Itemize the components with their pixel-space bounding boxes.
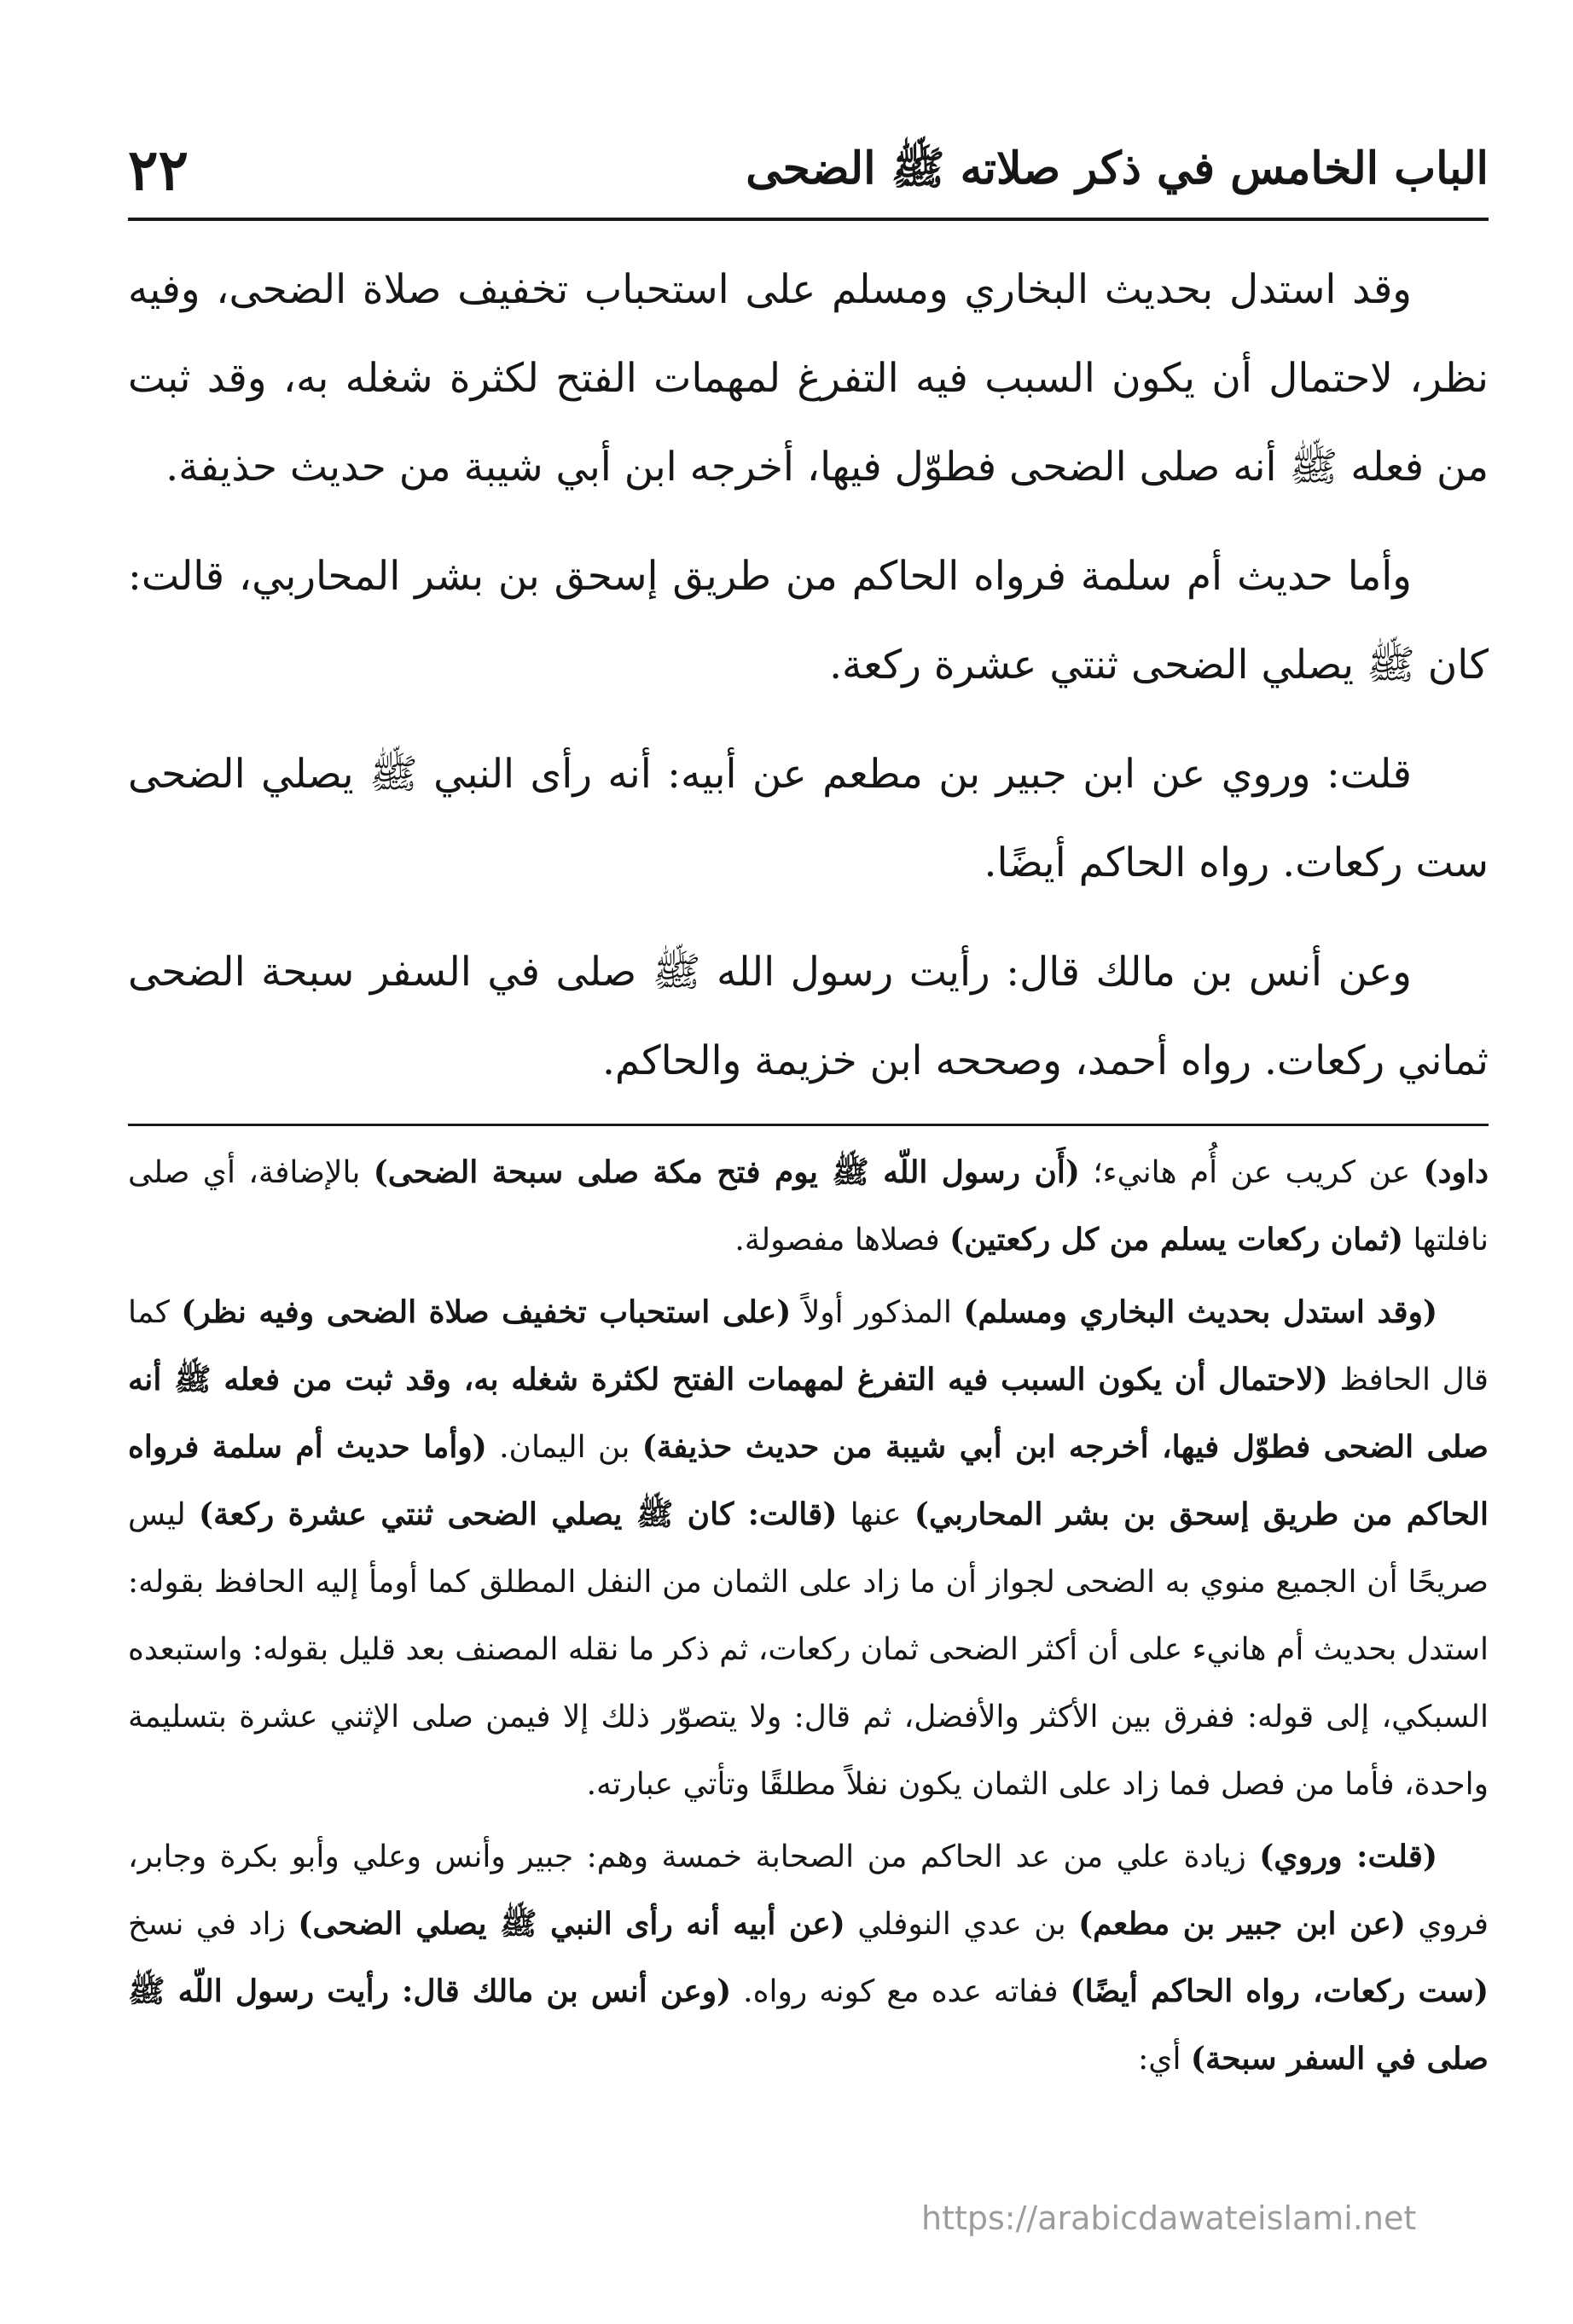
commentary-text: زيادة علي من عد الحاكم من الصحابة خمسة وهم: جبير وأنس وعلي وأبو بكرة وجابر، فروي [128,1839,1489,1942]
commentary-text: ليس صريحًا أن الجميع منوي به الضحى لجواز أن ما زاد على الثمان من النفل المطلق كما أومأ إليه الحافظ بقوله: استدل بحديث أم هانيء على أن أكثر الضحى ثمان ركعات، ثم ذكر ما نقله المصنف بعد قليل بقوله: واستبعده السبكي، إلى قوله: ففرق بين الأكثر والأفضل، ثم قال: ولا يتصوّر ذلك إلا فيمن صلى الإثني عشرة بتسليمة واحدة، فأما من فصل فما زاد على الثمان يكون نفلاً مطلقًا وتأتي عبارته. [128,1497,1489,1802]
commentary-bold: (أَن رسول اللّه ﷺ يوم فتح مكة صلى سبحة الضحى) [373,1154,1080,1190]
commentary-bold: (وقد استدل بحديث البخاري ومسلم) [963,1294,1437,1330]
commentary-bold: (وعن أنس بن مالك قال: رأيت رسول اللّه ﷺ صلى في السفر سبحة) [128,1973,1489,2077]
commentary-bold: (ست ركعات، رواه الحاكم أيضًا) [1070,1973,1489,2009]
commentary-paragraph [128,1279,1489,1818]
main-paragraph: قلت: وروي عن ابن جبير بن مطعم عن أبيه: أنه رأى النبي ﷺ يصلي الضحى ست ركعات. رواه الحاكم أيضًا. [128,751,1489,886]
main-paragraph: وأما حديث أم سلمة فرواه الحاكم من طريق إسحق بن بشر المحاربي، قالت: كان ﷺ يصلي الضحى ثنتي عشرة ركعة. [128,553,1489,688]
commentary-text: بن اليمان. [486,1430,642,1465]
commentary-paragraph [128,1823,1489,2093]
commentary-bold: (قالت: كان ﷺ يصلي الضحى ثنتي عشرة ركعة) [199,1496,838,1532]
page-header [128,137,1489,213]
running-title: الباب الخامس في ذكر صلاته ﷺ الضحى [746,142,1489,195]
commentary-bold: (عن أبيه أنه رأى النبي ﷺ يصلي الضحى) [298,1906,845,1942]
main-paragraph: وعن أنس بن مالك قال: رأيت رسول الله ﷺ صلى في السفر سبحة الضحى ثماني ركعات. رواه أحمد، وصححه ابن خزيمة والحاكم. [128,949,1489,1084]
commentary-bold: (عن ابن جبير بن مطعم) [1078,1906,1406,1942]
main-paragraph: وقد استدل بحديث البخاري ومسلم على استحباب تخفيف صلاة الضحى، وفيه نظر، لاحتمال أن يكون السبب فيه التفرغ لمهمات الفتح لكثرة شغله به، وقد ثبت من فعله ﷺ أنه صلى الضحى فطوّل فيها، أخرجه ابن أبي شيبة من حديث حذيفة. [128,266,1489,491]
commentary-text: ففاته عده مع كونه رواه. [731,1974,1071,2009]
commentary-text: بالإضافة، أي صلى نافلتها [128,1155,1489,1258]
commentary-bold: (قلت: وروي) [1259,1839,1437,1874]
commentary-bold: داود) [1423,1154,1489,1190]
commentary [128,1139,1489,2098]
commentary-text: كما قال الحافظ [128,1295,1489,1397]
page-number: ٢٢ [128,137,189,203]
commentary-bold: (وأما حديث أم سلمة فرواه الحاكم من طريق إسحق بن بشر المحاربي) [128,1429,1489,1532]
main-text [128,246,1489,1126]
commentary-text: عن كريب عن أُم هانيء؛ [1079,1155,1424,1190]
footnote-separator [128,1124,1489,1126]
commentary-text: عنها [837,1497,914,1532]
watermark: https://arabicdawateislami.net [921,2199,1417,2237]
commentary-bold: (ثمان ركعات يسلم من كل ركعتين) [949,1222,1404,1258]
commentary-text: زاد في نسخ [128,1907,299,1942]
commentary-text: المذكور أولاً [791,1295,964,1330]
commentary-bold: (على استحباب تخفيف صلاة الضحى وفيه نظر) [181,1294,792,1330]
commentary-bold: (لاحتمال أن يكون السبب فيه التفرغ لمهمات الفتح لكثرة شغله به، وقد ثبت من فعله ﷺ أنه صلى الضحى فطوّل فيها، أخرجه ابن أبي شيبة من حديث حذيفة) [128,1362,1489,1465]
commentary-paragraph [128,1139,1489,1274]
commentary-text: بن عدي النوفلي [845,1907,1079,1942]
commentary-text: فصلاها مفصولة. [734,1223,950,1258]
commentary-text: أي: [1138,2042,1191,2077]
header-rule [128,218,1489,221]
